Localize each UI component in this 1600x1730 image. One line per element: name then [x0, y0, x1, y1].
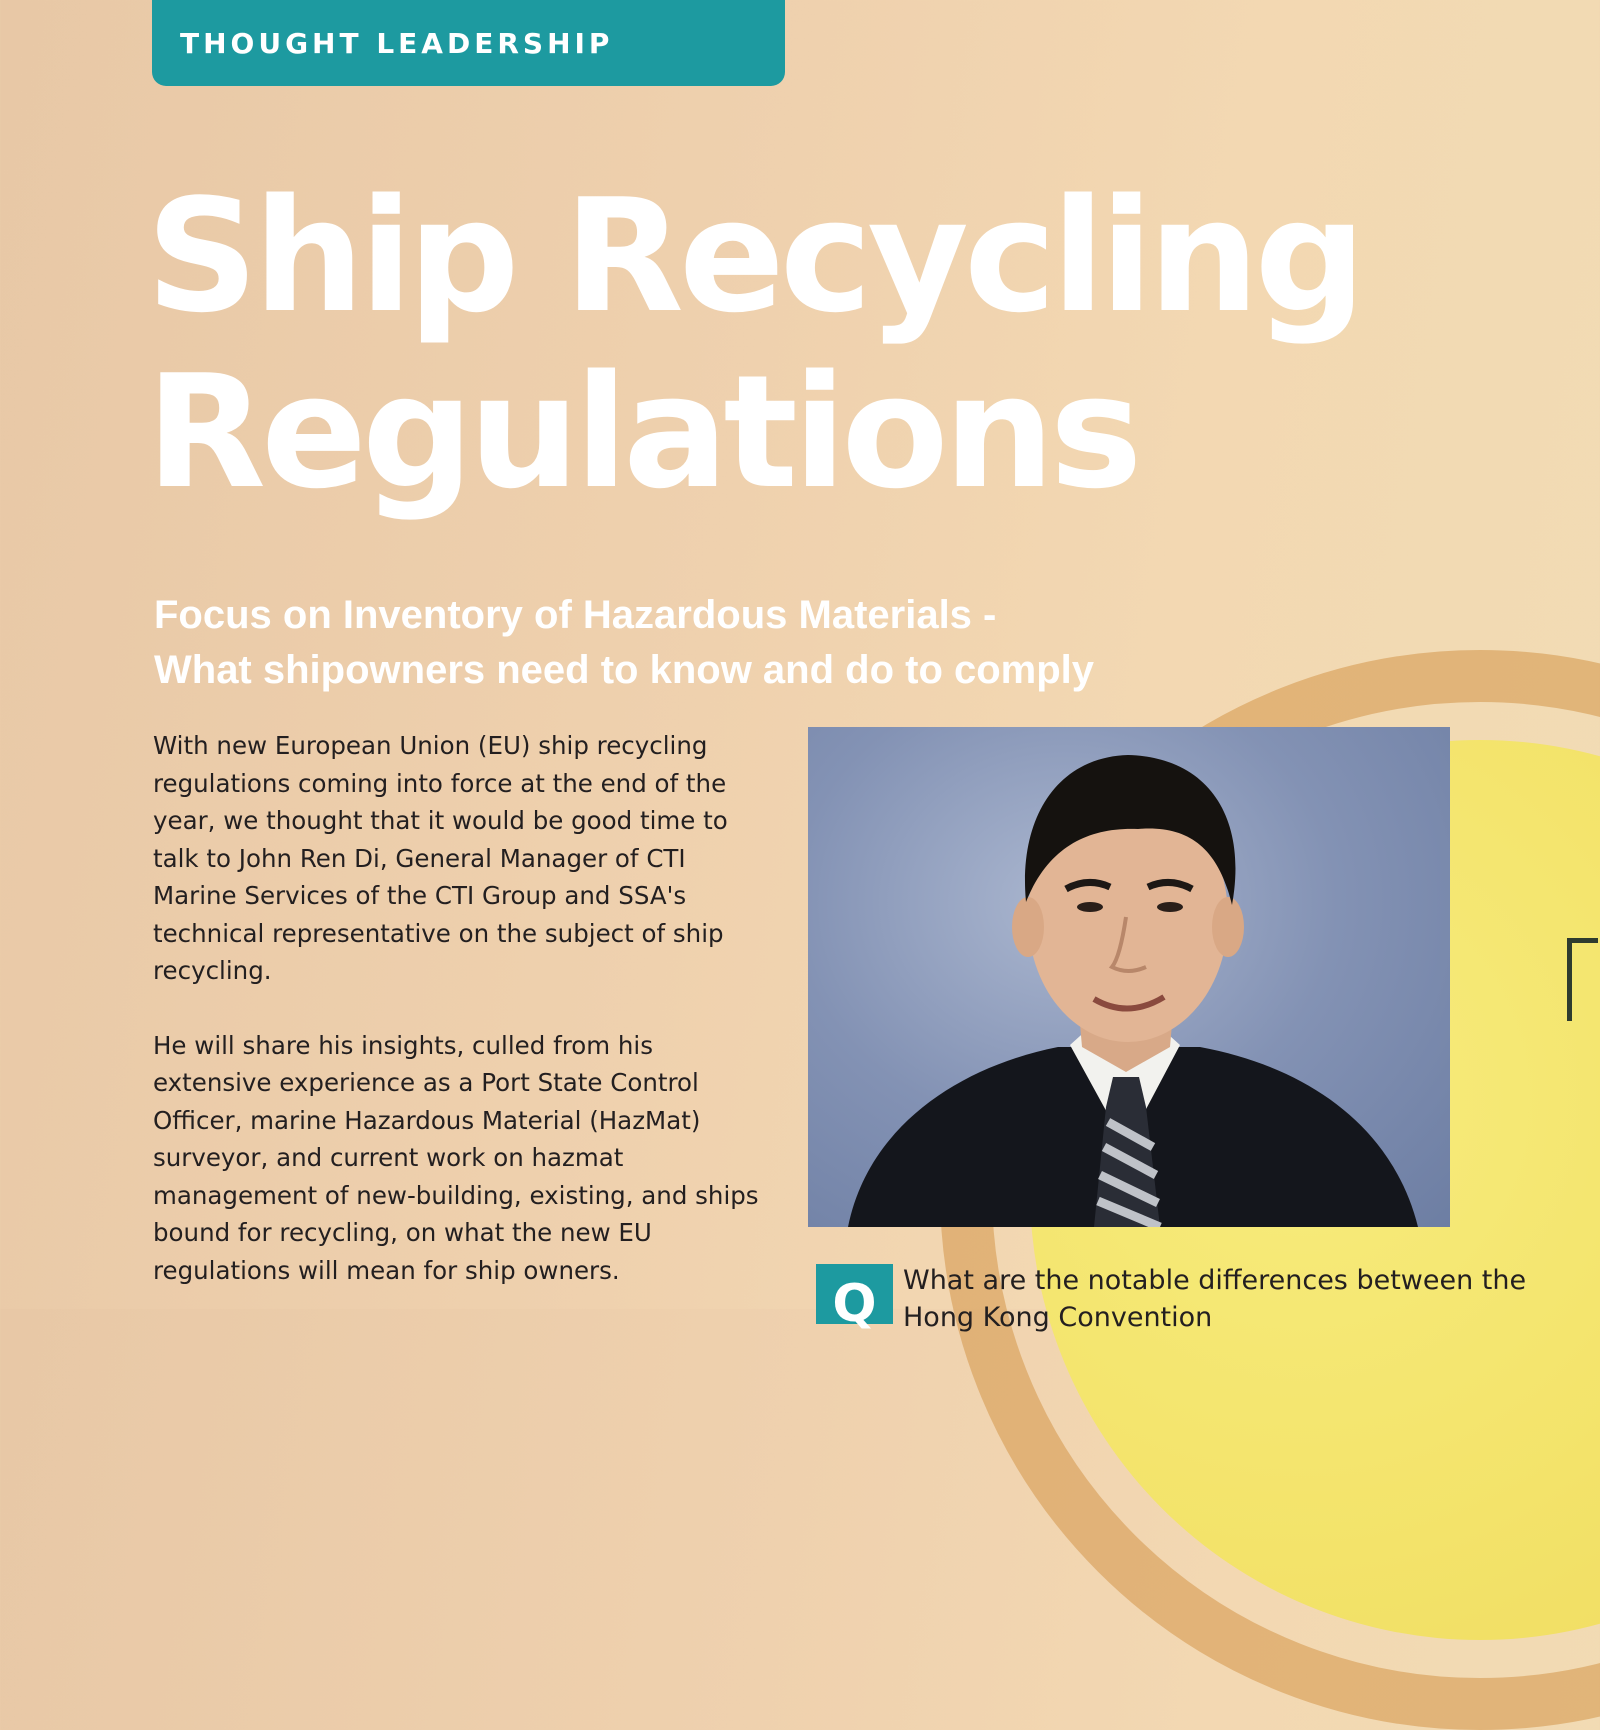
subheadline-line-2: What shipowners need to know and do to comply: [154, 648, 1095, 692]
headline: [146, 165, 1362, 523]
headline-line-2: Regulations: [146, 341, 1138, 523]
intro-paragraph-2: He will share his insights, culled from his extensive experience as a Port State Control Officer, marine Hazardous Material (HazMat) surveyor, and current work on hazmat management of new-building, existing, and ships bound for recycling, on what the new EU regulations will mean for ship owners.: [153, 1030, 759, 1285]
section-tag-label: THOUGHT LEADERSHIP: [180, 26, 614, 60]
portrait-photo: [808, 727, 1450, 1227]
section-tag: [152, 0, 785, 86]
intro-paragraph-1: With new European Union (EU) ship recycling regulations coming into force at the end of the year, we thought that it would be good time to talk to John Ren Di, General Manager of CTI Marine Services of the CTI Group and SSA's technical representative on the subject of ship recycling.: [153, 731, 728, 985]
headline-line-1: Ship Recycling: [146, 165, 1362, 347]
article-intro: [153, 727, 768, 1326]
decorative-mark: [1567, 938, 1598, 1021]
subheadline-line-1: Focus on Inventory of Hazardous Materials -: [154, 593, 997, 637]
question-text: What are the notable differences between the Hong Kong Convention: [903, 1265, 1527, 1333]
question-marker: Q: [816, 1264, 893, 1324]
portrait-illustration: [808, 727, 1450, 1227]
subheadline: [154, 588, 1094, 698]
